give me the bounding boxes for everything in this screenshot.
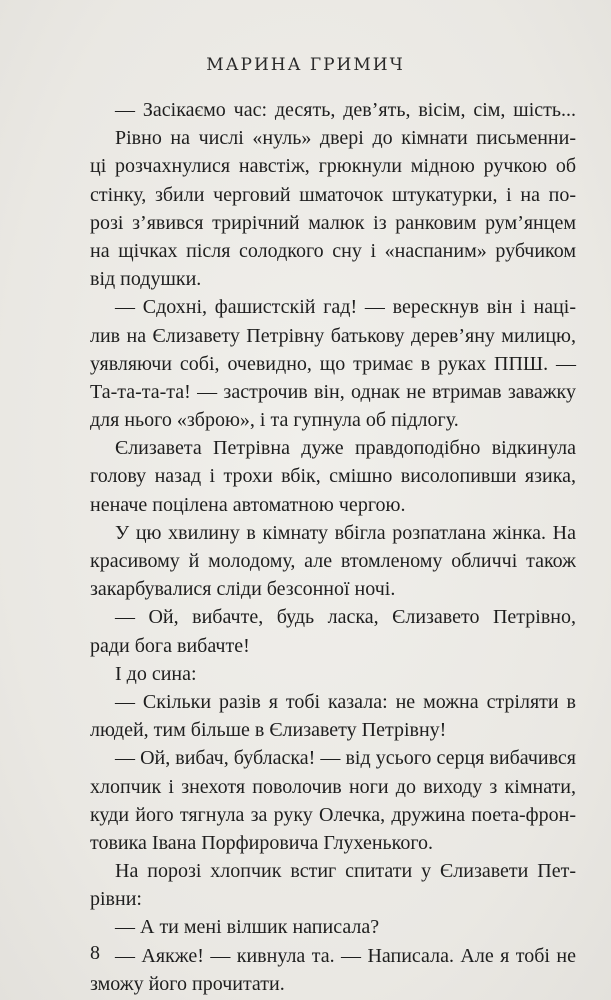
page-number: 8 — [90, 942, 100, 964]
text-line: закарбувалися сліди безсонної ночі. — [90, 578, 396, 601]
text-line: для нього «зброю», і та гупнула об підлогу. — [90, 409, 459, 432]
text-line: — Ой, вибачте, будь ласка, Єлизавето Петрівно, — [115, 606, 576, 629]
text-line: — Аякже! — кивнула та. — Написала. Але я тобі не — [115, 944, 576, 967]
text-line: зможу його прочитати. — [90, 972, 285, 995]
text-line: У цю хвилину в кімнату вбігла розпатлана жінка. На — [115, 521, 576, 544]
text-line: хлопчик і знехотя поволочив ноги до виходу з кімнати, — [90, 775, 576, 798]
text-line: куди його тягнула за руку Олечка, дружина поета-фрон- — [90, 803, 576, 826]
text-line: голову назад і трохи вбік, смішно висолопивши язика, — [90, 465, 576, 488]
text-line: рівни: — [90, 888, 142, 911]
text-line: лив на Єлизавету Петрівну батькову дерев’яну милицю, — [90, 324, 576, 347]
text-line: красивому й молодому, але втомленому обличчі також — [90, 550, 576, 572]
text-line: На порозі хлопчик встиг спитати у Єлизавети Пет- — [115, 860, 576, 883]
text-line: Єлизавета Петрівна дуже правдоподібно відкинула — [115, 437, 576, 460]
text-line: людей, тим більше в Єлизавету Петрівну! — [90, 719, 447, 742]
text-line: розі з’явився трирічний малюк із ранковим рум’янцем — [90, 211, 576, 234]
text-line: Та-та-та-та! — застрочив він, однак не втримав заважку — [90, 380, 576, 403]
text-line: ці розчахнулися навстіж, грюкнули мідною ручкою об — [90, 155, 576, 178]
running-header: МАРИНА ГРИМИЧ — [206, 55, 405, 75]
text-line: уявляючи собі, очевидно, що тримає в руках ППШ. — — [90, 352, 576, 375]
text-line: від подушки. — [90, 268, 202, 291]
text-line: — Засікаємо час: десять, дев’ять, вісім, сім, шість... — [115, 99, 576, 121]
text-line: — Скільки разів я тобі казала: не можна стріляти в — [115, 690, 576, 713]
text-line: І до сина: — [115, 662, 197, 685]
text-line: товика Івана Порфировича Глухенького. — [90, 831, 434, 854]
text-line: ради бога вибачте! — [90, 634, 250, 657]
text-line: стінку, збили черговий шматочок штукатурки, і на по- — [90, 183, 576, 206]
body-text — [90, 96, 576, 998]
text-line: неначе поцілена автоматною чергою. — [90, 493, 406, 516]
text-line: — А ти мені вілшик написала? — [115, 916, 380, 939]
text-line: на щічках після солодкого сну і «наспаним» рубчиком — [90, 239, 576, 262]
text-line: Рівно на числі «нуль» двері до кімнати письменни- — [115, 127, 576, 150]
text-line: — Ой, вибач, бубласка! — від усього серця вибачився — [115, 747, 576, 770]
text-line: — Сдохні, фашистскій гад! — верескнув він і наці- — [115, 296, 576, 319]
